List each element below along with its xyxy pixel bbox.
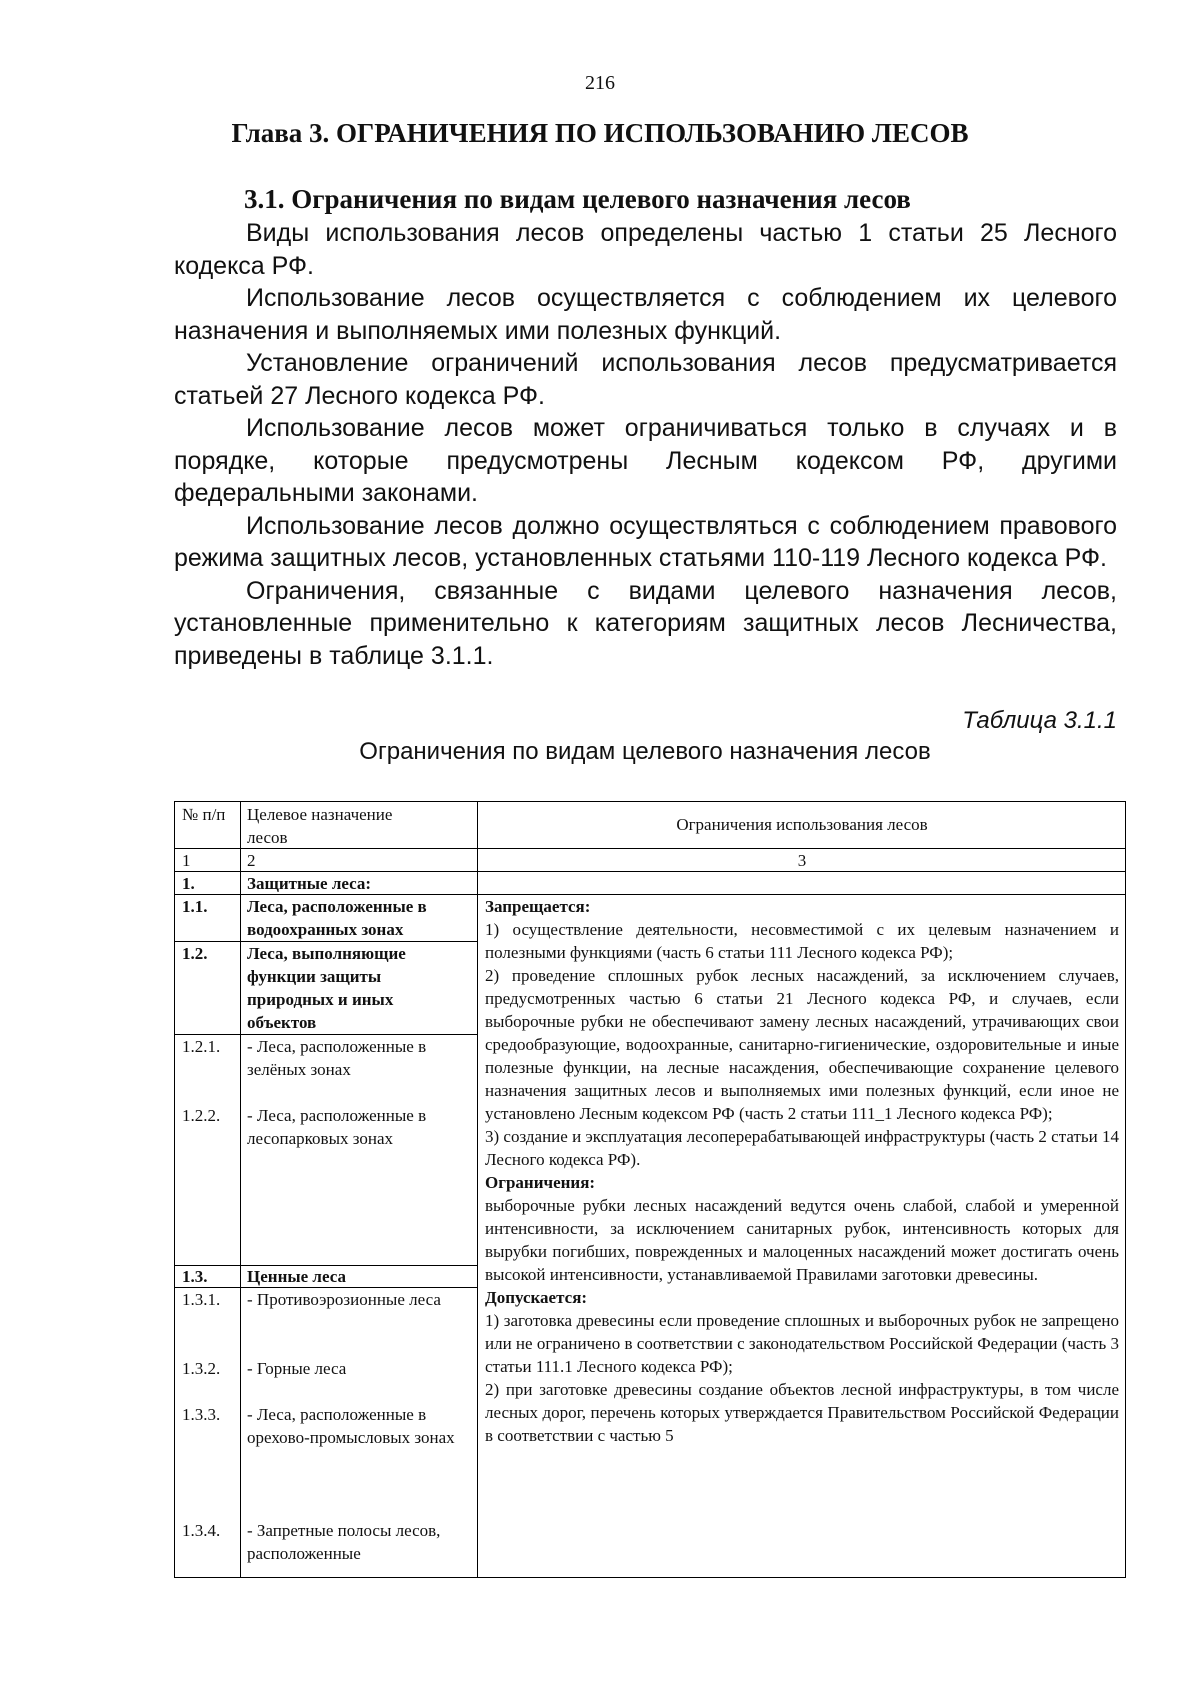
prohibited-title: Запрещается: xyxy=(485,897,591,916)
section-title: 3.1. Ограничения по видам целевого назначения лесов xyxy=(244,184,911,214)
paragraph: Установление ограничений использования лесов предусматривается статьей 27 Лесного кодекса РФ. xyxy=(174,349,1117,410)
col-number: 3 xyxy=(797,851,807,870)
row-num: 1.3.1. xyxy=(182,1290,221,1309)
allowed-item: 2) при заготовке древесины создание объектов лесной инфраструктуры, в том числе лесных дорог, перечень которых утверждается Правительством Российской Федерации в соответствии с частью 5 xyxy=(485,1380,1119,1445)
row-num: 1.3.2. xyxy=(182,1359,221,1378)
row-purpose: - Противоэрозионные леса xyxy=(247,1290,441,1309)
paragraph: Использование лесов может ограничиваться только в случаях и в порядке, которые предусмотрены Лесным кодексом РФ, другими федеральными законами. xyxy=(174,414,1117,507)
row-purpose: - Леса, расположенные в орехово-промысловых зонах xyxy=(247,1405,455,1447)
restrictions-cell xyxy=(485,895,1119,1447)
row-num: 1.2.2. xyxy=(182,1106,221,1125)
limits-text: выборочные рубки лесных насаждений ведутся очень слабой, слабой и умеренной интенсивности, за исключением санитарных рубок, интенсивность которых для вырубки погибших, поврежденных и малоценных насаждений может достигать очень высокой интенсивности, устанавливаемой Правилами заготовки древесины. xyxy=(485,1196,1119,1284)
restrictions-table xyxy=(174,801,1126,1578)
paragraph: Ограничения, связанные с видами целевого назначения лесов, установленные применительно к категориям защитных лесов Лесничества, приведены в таблице 3.1.1. xyxy=(174,576,1117,670)
header-purpose: Целевое назначение лесов xyxy=(247,805,393,847)
row-num: 1.2.1. xyxy=(182,1037,221,1056)
page-number: 216 xyxy=(585,72,615,94)
row-purpose: Ценные леса xyxy=(247,1267,346,1286)
limits-title: Ограничения: xyxy=(485,1173,596,1192)
table-caption: Ограничения по видам целевого назначения лесов xyxy=(359,738,931,765)
row-num: 1.2. xyxy=(182,944,208,963)
row-num: 1.3. xyxy=(182,1267,208,1286)
prohibited-item: 1) осуществление деятельности, несовместимой с их целевым назначением и полезными функциями (часть 6 статьи 111 Лесного кодекса РФ); xyxy=(485,920,1119,962)
header-num: № п/п xyxy=(182,805,226,824)
col-number: 2 xyxy=(247,851,256,870)
row-num: 1.3.4. xyxy=(182,1521,221,1540)
chapter-title: Глава 3. ОГРАНИЧЕНИЯ ПО ИСПОЛЬЗОВАНИЮ ЛЕСОВ xyxy=(231,118,969,148)
allowed-item: 1) заготовка древесины если проведение сплошных и выборочных рубок не запрещено или не ограничено в соответствии с законодательством Российской Федерации (часть 3 статьи 111.1 Лесного кодекса РФ); xyxy=(485,1311,1119,1376)
row-purpose: Леса, выполняющие функции защиты природных и иных объектов xyxy=(247,944,406,1032)
row-purpose: Защитные леса: xyxy=(247,874,372,893)
paragraph: Виды использования лесов определены частью 1 статьи 25 Лесного кодекса РФ. xyxy=(174,219,1117,280)
paragraph: Использование лесов осуществляется с соблюдением их целевого назначения и выполняемых ими полезных функций. xyxy=(174,284,1117,345)
col-number: 1 xyxy=(182,851,191,870)
prohibited-item: 2) проведение сплошных рубок лесных насаждений, за исключением случаев, предусмотренных частью 6 статьи 21 Лесного кодекса РФ, и случаев, если выборочные рубки не обеспечивают замену лесных насаждений, утрачивающих свои средообразующие, водоохранные, санитарно-гигиенические, оздоровительные и иные полезные функции, на лесные насаждения, обеспечивающие сохранение целевого назначения защитных лесов и выполняемых ими полезных функций, если иное не установлено Лесным кодексом РФ (часть 2 статьи 111_1 Лесного кодекса РФ); xyxy=(485,966,1119,1123)
row-purpose: - Леса, расположенные в лесопарковых зонах xyxy=(247,1106,427,1148)
row-num: 1.3.3. xyxy=(182,1405,221,1424)
prohibited-item: 3) создание и эксплуатация лесоперерабатывающей инфраструктуры (часть 2 статьи 14 Лесного кодекса РФ). xyxy=(485,1127,1119,1169)
allowed-title: Допускается: xyxy=(485,1288,588,1307)
row-purpose: Леса, расположенные в водоохранных зонах xyxy=(247,897,427,939)
row-purpose: - Горные леса xyxy=(247,1359,347,1378)
row-purpose: - Леса, расположенные в зелёных зонах xyxy=(247,1037,427,1079)
row-num: 1. xyxy=(182,874,195,893)
header-restrictions: Ограничения использования лесов xyxy=(676,815,928,834)
body-text xyxy=(174,217,1117,672)
row-num: 1.1. xyxy=(182,897,208,916)
row-purpose: - Запретные полосы лесов, расположенные xyxy=(247,1521,441,1563)
paragraph: Использование лесов должно осуществляться с соблюдением правового режима защитных лесов, установленных статьями 110-119 Лесного кодекса РФ. xyxy=(174,511,1117,572)
table-label: Таблица 3.1.1 xyxy=(962,707,1117,734)
